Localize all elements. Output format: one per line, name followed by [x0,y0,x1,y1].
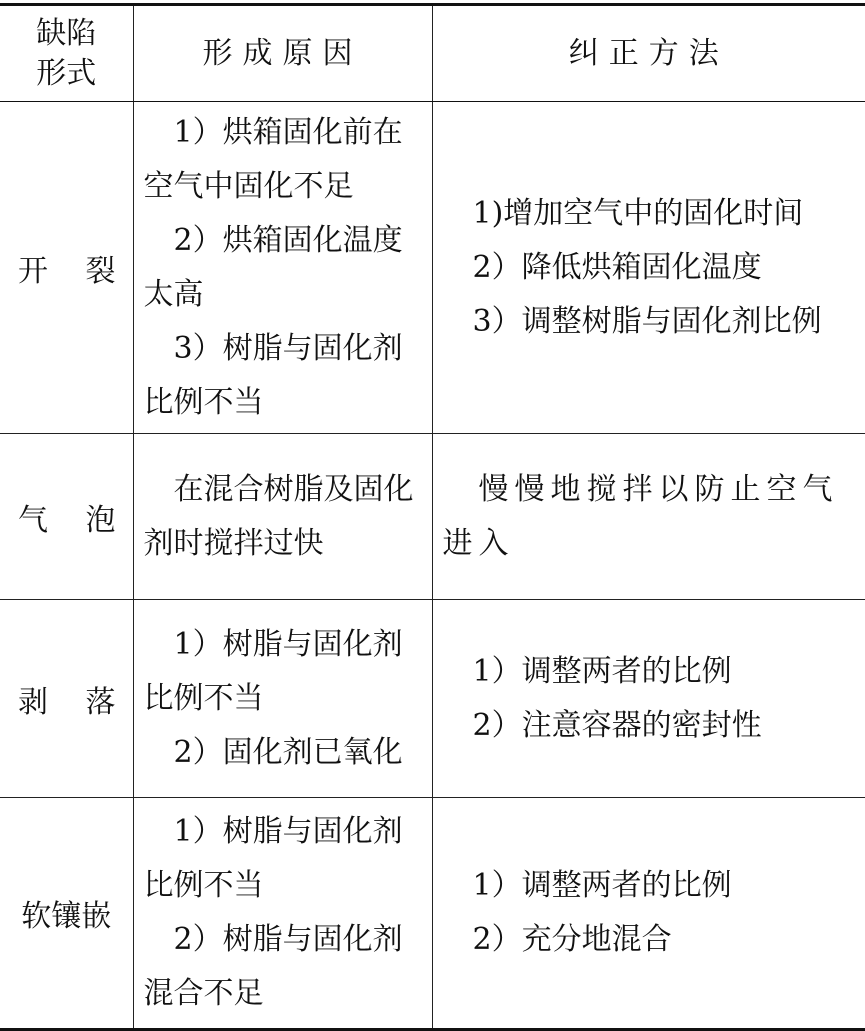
table-row [0,798,865,1030]
defect-table [0,3,865,1031]
cause-item: 1）树脂与固化剂比例不当 [143,626,403,716]
defect-name-char: 落 [85,684,116,720]
table-row [0,434,865,600]
fix-item: 1)增加空气中的固化时间 [472,195,804,231]
header-fix: 纠正方法 [432,5,865,102]
defect-name-char: 裂 [85,253,116,289]
cause-cell [133,600,432,798]
defect-name-char: 气 [18,502,48,538]
fix-item: 3）调整树脂与固化剂比例 [472,303,822,339]
table-row [0,102,865,434]
fix-item: 2）充分地混合 [472,922,672,957]
defect-name-cell [0,102,133,434]
fix-cell [432,798,865,1030]
fix-item: 2）降低烘箱固化温度 [472,249,762,285]
cause-item: 1）烘箱固化前在空气中固化不足 [143,114,403,204]
defect-name-char: 泡 [85,502,116,538]
fix-item: 1）调整两者的比例 [472,653,732,689]
fix-item: 2）注意容器的密封性 [472,707,762,743]
defect-name-cell [0,798,133,1030]
defect-name-cell [0,600,133,798]
defect-name-cell [0,434,133,600]
table-header-row [0,5,865,102]
cause-item: 2）烘箱固化温度太高 [143,222,403,312]
fix-cell [432,600,865,798]
header-defect-form [0,5,133,102]
defect-name-char: 开 [18,253,48,289]
cause-item: 2）固化剂已氧化 [173,734,403,770]
fix-item: 1）调整两者的比例 [472,868,732,903]
table-row [0,600,865,798]
header-cause: 形成原因 [133,5,432,102]
cause-cell [133,434,432,600]
cause-item: 2）树脂与固化剂混合不足 [143,922,403,1011]
cause-item: 1）树脂与固化剂比例不当 [143,814,403,903]
cause-item: 3）树脂与固化剂比例不当 [143,330,403,420]
cause-item: 在混合树脂及固化剂时搅拌过快 [143,471,414,561]
fix-item: 慢慢地搅拌以防止空气进入 [442,471,839,561]
cause-cell [133,102,432,434]
defect-name: 软镶嵌 [21,899,112,934]
defect-name-char: 剥 [18,684,48,720]
header-defect-line2: 形式 [36,55,97,91]
fix-cell [432,434,865,600]
cause-cell [133,798,432,1030]
fix-cell [432,102,865,434]
header-defect-line1: 缺陷 [36,15,97,51]
